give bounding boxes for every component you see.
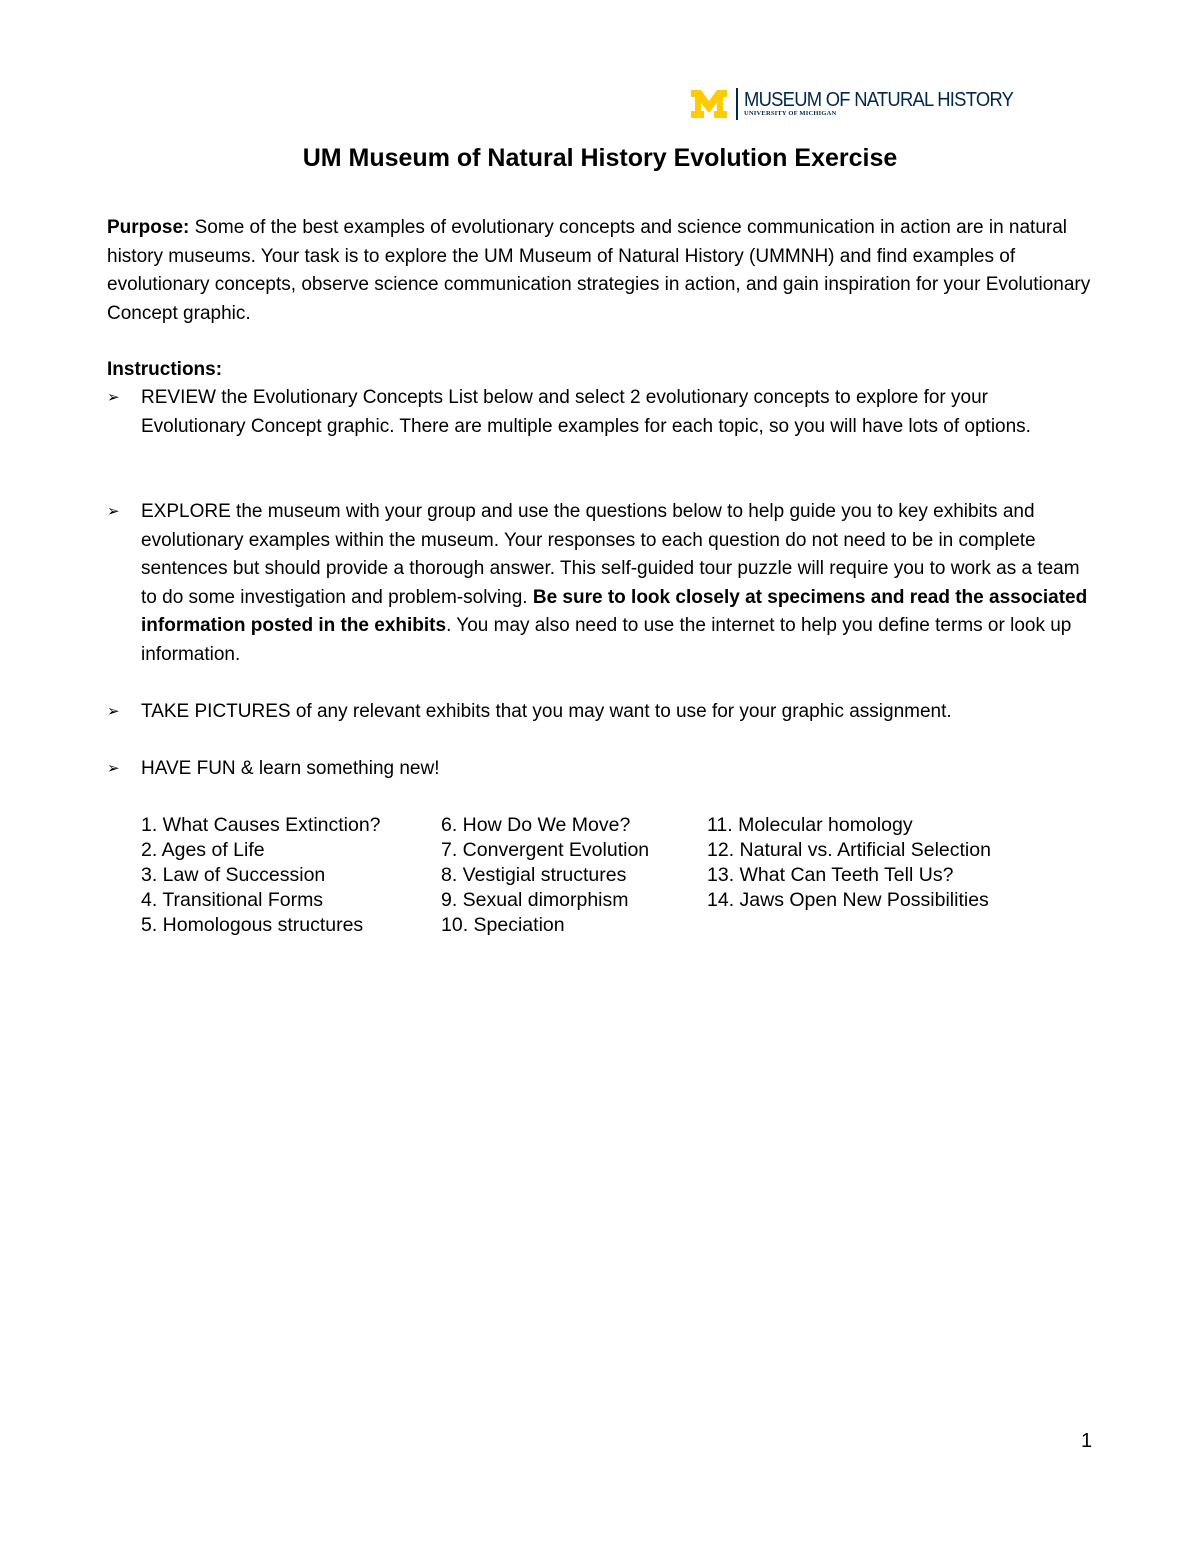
purpose-paragraph (107, 214, 1097, 328)
logo-wordmark (744, 90, 1037, 118)
list-item: 3. Law of Succession (141, 864, 326, 886)
instructions-heading: Instructions: (107, 359, 223, 380)
list-item: 6. How Do We Move? (441, 814, 631, 836)
concepts-column-1 (141, 813, 441, 938)
instruction-text-after: . You may also need to use the internet to help you define terms or look up information. (141, 615, 1072, 665)
list-item: 11. Molecular homology (707, 814, 913, 836)
page-number: 1 (1081, 1430, 1093, 1452)
logo-main-text: MUSEUM OF NATURAL HISTORY (744, 89, 1014, 111)
list-item: 7. Convergent Evolution (441, 839, 650, 861)
instruction-text: REVIEW the Evolutionary Concepts List below and select 2 evolutionary concepts to explore for your Evolutionary Concept graphic. There are multiple examples for each topic, so you will have lots of options. (141, 387, 1031, 437)
list-item: 12. Natural vs. Artificial Selection (707, 839, 991, 861)
list-item: 5. Homologous structures (141, 914, 364, 936)
list-item: 10. Speciation (441, 914, 565, 936)
purpose-text: Some of the best examples of evolutionary concepts and science communication in action are in natural history museums. Your task is to explore the UM Museum of Natural History (UMMNH) and find examples of evolutionary concepts, observe science communication strategies in action, and gain inspiration for your Evolutionary Concept graphic. (107, 217, 1091, 324)
list-item: 13. What Can Teeth Tell Us? (707, 864, 954, 886)
instruction-item-have-fun (107, 755, 1097, 784)
block-m-icon (690, 89, 728, 119)
arrow-bullet-icon: ➢ (107, 503, 120, 520)
logo-sub-text: UNIVERSITY OF MICHIGAN (744, 110, 837, 117)
instruction-text: HAVE FUN & learn something new! (141, 758, 440, 779)
instruction-item-explore (107, 498, 1097, 669)
instruction-text-before: EXPLORE the museum with your group and use the questions below to help guide you to key exhibits and evolutionary examples within the museum. Your responses to each question do not need to be in complete sentences but should provide a thorough answer. This self-guided tour puzzle will require you to work as a team to do some investigation and problem-solving. (141, 501, 1080, 608)
page-title: UM Museum of Natural History Evolution Exercise (302, 144, 898, 172)
museum-logo (690, 88, 1037, 120)
instruction-item-take-pictures (107, 698, 1097, 727)
arrow-bullet-icon: ➢ (107, 760, 120, 777)
instruction-text (141, 498, 1097, 669)
arrow-bullet-icon: ➢ (107, 703, 120, 720)
instruction-text-bold: Be sure to look closely at specimens and read the associated information posted in the exhibits (141, 586, 1088, 636)
list-item: 1. What Causes Extinction? (141, 814, 381, 836)
evolutionary-concepts-list (141, 813, 1037, 938)
instruction-text: TAKE PICTURES of any relevant exhibits that you may want to use for your graphic assignment. (141, 701, 952, 722)
list-item: 2. Ages of Life (141, 839, 265, 861)
arrow-bullet-icon: ➢ (107, 389, 120, 406)
concepts-column-3 (707, 813, 1037, 938)
instruction-item-review (107, 384, 1097, 441)
logo-divider (736, 88, 738, 120)
list-item: 4. Transitional Forms (141, 889, 324, 911)
list-item: 8. Vestigial structures (441, 864, 627, 886)
concepts-column-2 (441, 813, 707, 938)
list-item: 14. Jaws Open New Possibilities (707, 889, 989, 911)
list-item: 9. Sexual dimorphism (441, 889, 629, 911)
purpose-label: Purpose: (107, 217, 190, 238)
